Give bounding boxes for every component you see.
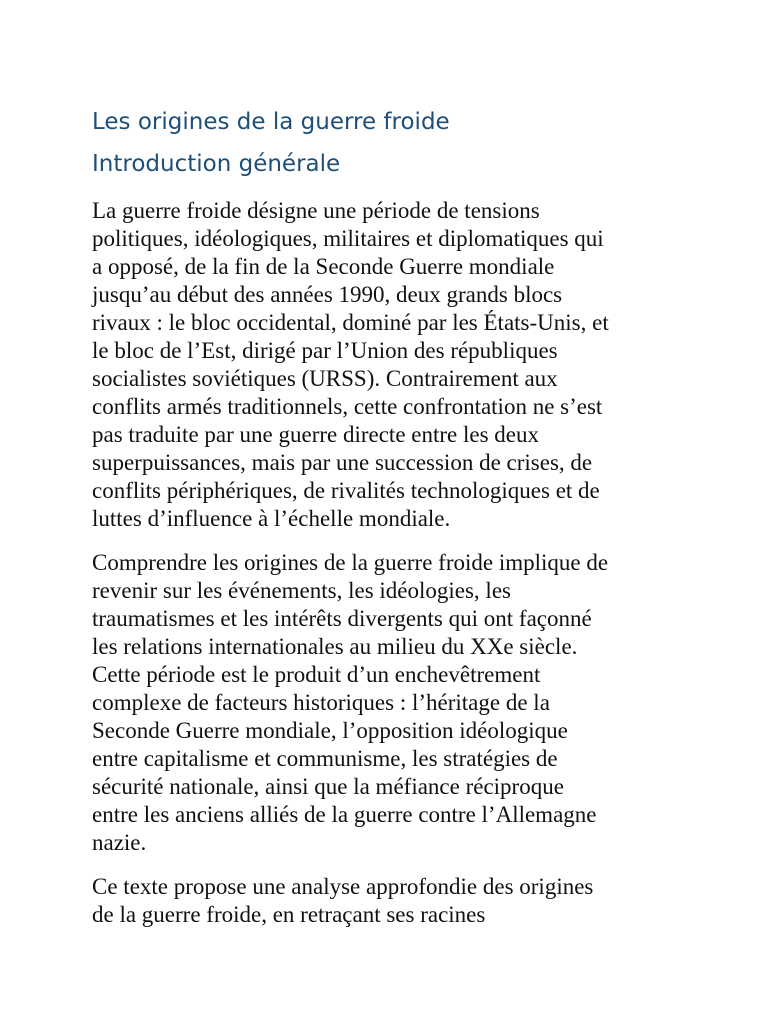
- paragraph-3: [92, 873, 682, 929]
- paragraph-line: La guerre froide désigne une période de tensions: [92, 198, 540, 223]
- paragraph-line: Cette période est le produit d’un enchevêtrement: [92, 662, 541, 687]
- paragraph-line: revenir sur les événements, les idéologies, les: [92, 578, 511, 603]
- paragraph-line: les relations internationales au milieu du XXe siècle.: [92, 634, 578, 659]
- paragraph-line: socialistes soviétiques (URSS). Contrairement aux: [92, 366, 558, 391]
- paragraph-line: Comprendre les origines de la guerre froide implique de: [92, 550, 609, 575]
- paragraph-line: nazie.: [92, 830, 147, 855]
- paragraph-line: superpuissances, mais par une succession de crises, de: [92, 450, 593, 475]
- paragraph-line: traumatismes et les intérêts divergents qui ont façonné: [92, 606, 592, 631]
- paragraph-line: rivaux : le bloc occidental, dominé par les États-Unis, et: [92, 310, 609, 335]
- document-page: [92, 104, 682, 929]
- paragraph-line: luttes d’influence à l’échelle mondiale.: [92, 506, 451, 531]
- paragraph-line: de la guerre froide, en retraçant ses racines: [92, 902, 486, 927]
- paragraph-line: conflits armés traditionnels, cette confrontation ne s’est: [92, 394, 603, 419]
- paragraph-line: politiques, idéologiques, militaires et diplomatiques qui: [92, 226, 604, 251]
- paragraph-line: pas traduite par une guerre directe entre les deux: [92, 422, 540, 447]
- paragraph-line: complexe de facteurs historiques : l’héritage de la: [92, 690, 550, 715]
- paragraph-line: conflits périphériques, de rivalités technologiques et de: [92, 478, 600, 503]
- paragraph-line: entre capitalisme et communisme, les stratégies de: [92, 746, 558, 771]
- paragraph-line: jusqu’au début des années 1990, deux grands blocs: [92, 282, 563, 307]
- paragraph-line: sécurité nationale, ainsi que la méfiance réciproque: [92, 774, 564, 799]
- document-title: Les origines de la guerre froide: [92, 109, 450, 135]
- paragraph-line: a opposé, de la fin de la Seconde Guerre mondiale: [92, 254, 555, 279]
- paragraph-1: [92, 197, 682, 533]
- paragraph-2: [92, 549, 682, 857]
- document-subtitle: Introduction générale: [92, 151, 341, 177]
- paragraph-line: Seconde Guerre mondiale, l’opposition idéologique: [92, 718, 568, 743]
- paragraph-line: entre les anciens alliés de la guerre contre l’Allemagne: [92, 802, 597, 827]
- paragraph-line: Ce texte propose une analyse approfondie des origines: [92, 874, 594, 899]
- paragraph-line: le bloc de l’Est, dirigé par l’Union des républiques: [92, 338, 558, 363]
